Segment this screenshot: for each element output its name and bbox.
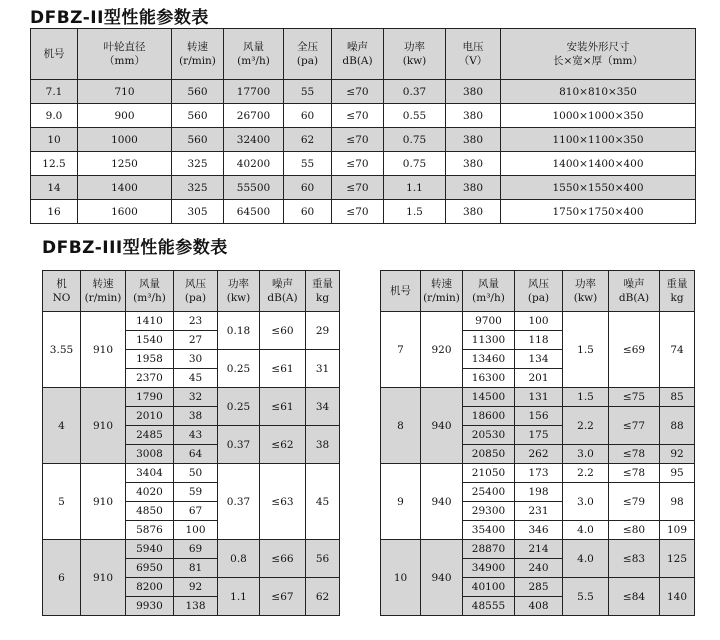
t2-header-flow: 风量 (m³/h) <box>126 271 174 312</box>
t1-cell-pressure: 60 <box>284 176 332 200</box>
t1-cell-flow: 55500 <box>224 176 284 200</box>
t1-header-diameter: 叶轮直径 （mm） <box>78 29 172 80</box>
t1-header-dimensions: 安装外形尺寸 长×宽×厚（mm） <box>501 29 696 80</box>
t3-header-noise: 噪声 dB(A) <box>609 271 660 312</box>
t1-cell-pressure: 60 <box>284 200 332 224</box>
t1-cell-noise: ≤70 <box>332 200 384 224</box>
t1-cell-flow: 26700 <box>224 104 284 128</box>
table-row <box>381 312 695 331</box>
t1-header-no: 机号 <box>31 29 78 80</box>
t2-cell-flow: 1958 <box>126 350 174 369</box>
t3-cell-noise: ≤77 <box>609 407 660 445</box>
t1-cell-pressure: 62 <box>284 128 332 152</box>
t2-cell-pressure: 100 <box>174 521 218 540</box>
t3-header-speed: 转速 (r/min) <box>421 271 463 312</box>
t3-cell-flow: 13460 <box>463 350 515 369</box>
t3-cell-no: 10 <box>381 540 421 616</box>
t3-cell-flow: 48555 <box>463 597 515 616</box>
t2-cell-power: 0.25 <box>218 350 260 388</box>
t2-cell-flow: 5876 <box>126 521 174 540</box>
t2-cell-flow: 2485 <box>126 426 174 445</box>
table-row <box>31 104 696 128</box>
t2-cell-pressure: 50 <box>174 464 218 483</box>
t2-header-no: 机 NO <box>43 271 81 312</box>
t3-cell-power: 3.0 <box>563 483 609 521</box>
t3-cell-power: 2.2 <box>563 464 609 483</box>
t2-header-noise: 噪声 dB(A) <box>260 271 306 312</box>
t3-cell-weight: 125 <box>660 540 695 578</box>
t1-cell-power: 0.37 <box>384 80 446 104</box>
t2-header-pressure: 风压 (pa) <box>174 271 218 312</box>
t3-cell-pressure: 175 <box>515 426 563 445</box>
t3-cell-flow: 14500 <box>463 388 515 407</box>
t1-cell-noise: ≤70 <box>332 176 384 200</box>
table-row <box>381 388 695 407</box>
t3-header-power: 功率 (kw) <box>563 271 609 312</box>
t3-cell-weight: 92 <box>660 445 695 464</box>
t3-cell-pressure: 262 <box>515 445 563 464</box>
t1-cell-diameter: 1400 <box>78 176 172 200</box>
t1-header-voltage: 电压 （V） <box>446 29 501 80</box>
t3-cell-pressure: 134 <box>515 350 563 369</box>
t1-cell-flow: 32400 <box>224 128 284 152</box>
t2-cell-pressure: 27 <box>174 331 218 350</box>
t3-cell-speed: 920 <box>421 312 463 388</box>
t2-header-power: 功率 (kw) <box>218 271 260 312</box>
t2-cell-no: 6 <box>43 540 81 616</box>
t3-cell-flow: 21050 <box>463 464 515 483</box>
t3-cell-no: 7 <box>381 312 421 388</box>
t3-cell-flow: 16300 <box>463 369 515 388</box>
t2-cell-weight: 29 <box>306 312 340 350</box>
t1-cell-dimensions: 1100×1100×350 <box>501 128 696 152</box>
t3-cell-flow: 18600 <box>463 407 515 426</box>
t1-cell-noise: ≤70 <box>332 104 384 128</box>
t2-cell-power: 0.37 <box>218 426 260 464</box>
t1-cell-voltage: 380 <box>446 200 501 224</box>
t2-cell-flow: 8200 <box>126 578 174 597</box>
t3-cell-power: 4.0 <box>563 540 609 578</box>
t2-cell-flow: 4850 <box>126 502 174 521</box>
t2-cell-power: 0.37 <box>218 464 260 540</box>
t3-cell-flow: 34900 <box>463 559 515 578</box>
t2-cell-pressure: 64 <box>174 445 218 464</box>
t3-cell-pressure: 173 <box>515 464 563 483</box>
t3-cell-noise: ≤78 <box>609 445 660 464</box>
t3-cell-pressure: 156 <box>515 407 563 426</box>
t2-cell-pressure: 23 <box>174 312 218 331</box>
t1-cell-no: 9.0 <box>31 104 78 128</box>
dfbz-iii-table-right <box>380 270 695 616</box>
table-row <box>381 464 695 483</box>
t2-cell-flow: 1410 <box>126 312 174 331</box>
t2-cell-pressure: 43 <box>174 426 218 445</box>
t3-cell-speed: 940 <box>421 540 463 616</box>
t2-cell-pressure: 92 <box>174 578 218 597</box>
t2-cell-weight: 62 <box>306 578 340 616</box>
t2-cell-flow: 5940 <box>126 540 174 559</box>
t2-cell-weight: 45 <box>306 464 340 540</box>
t1-cell-voltage: 380 <box>446 128 501 152</box>
t2-cell-power: 0.8 <box>218 540 260 578</box>
t1-cell-voltage: 380 <box>446 104 501 128</box>
t1-cell-dimensions: 1550×1550×400 <box>501 176 696 200</box>
t2-cell-noise: ≤67 <box>260 578 306 616</box>
t2-cell-pressure: 138 <box>174 597 218 616</box>
t2-cell-weight: 34 <box>306 388 340 426</box>
t1-cell-speed: 325 <box>172 176 224 200</box>
t3-cell-pressure: 408 <box>515 597 563 616</box>
t2-cell-no: 3.55 <box>43 312 81 388</box>
t3-cell-power: 3.0 <box>563 445 609 464</box>
t3-cell-no: 9 <box>381 464 421 540</box>
t1-header-pressure: 全压 (pa) <box>284 29 332 80</box>
t3-cell-flow: 28870 <box>463 540 515 559</box>
t2-cell-flow: 6950 <box>126 559 174 578</box>
t2-cell-flow: 2010 <box>126 407 174 426</box>
t1-cell-speed: 325 <box>172 152 224 176</box>
t1-cell-no: 7.1 <box>31 80 78 104</box>
t3-cell-speed: 940 <box>421 388 463 464</box>
t1-cell-diameter: 710 <box>78 80 172 104</box>
t1-cell-power: 1.5 <box>384 200 446 224</box>
t1-cell-power: 0.75 <box>384 128 446 152</box>
t2-cell-pressure: 45 <box>174 369 218 388</box>
t2-cell-power: 0.18 <box>218 312 260 350</box>
t2-cell-pressure: 59 <box>174 483 218 502</box>
table-row <box>31 176 696 200</box>
t2-cell-speed: 910 <box>81 540 126 616</box>
t1-cell-diameter: 1000 <box>78 128 172 152</box>
table-row <box>43 540 340 559</box>
table-row <box>43 312 340 331</box>
table-row <box>43 388 340 407</box>
t3-cell-pressure: 285 <box>515 578 563 597</box>
t2-cell-weight: 31 <box>306 350 340 388</box>
t2-cell-weight: 38 <box>306 426 340 464</box>
t3-cell-power: 2.2 <box>563 407 609 445</box>
t1-cell-speed: 560 <box>172 128 224 152</box>
t3-cell-noise: ≤80 <box>609 521 660 540</box>
t3-cell-pressure: 240 <box>515 559 563 578</box>
t1-cell-noise: ≤70 <box>332 80 384 104</box>
t2-cell-noise: ≤61 <box>260 350 306 388</box>
t3-cell-flow: 29300 <box>463 502 515 521</box>
t3-cell-power: 1.5 <box>563 388 609 407</box>
t3-cell-noise: ≤84 <box>609 578 660 616</box>
t2-cell-noise: ≤62 <box>260 426 306 464</box>
t2-cell-pressure: 38 <box>174 407 218 426</box>
table2-title: DFBZ-III型性能参数表 <box>42 238 228 258</box>
t3-cell-weight: 98 <box>660 483 695 521</box>
t3-cell-weight: 74 <box>660 312 695 388</box>
t2-cell-noise: ≤60 <box>260 312 306 350</box>
t3-cell-noise: ≤79 <box>609 483 660 521</box>
t3-cell-pressure: 100 <box>515 312 563 331</box>
dfbz-iii-table-left <box>42 270 340 616</box>
t1-cell-power: 0.55 <box>384 104 446 128</box>
t3-cell-noise: ≤78 <box>609 464 660 483</box>
t1-cell-diameter: 1600 <box>78 200 172 224</box>
t1-cell-voltage: 380 <box>446 176 501 200</box>
t1-cell-diameter: 1250 <box>78 152 172 176</box>
table-row <box>31 200 696 224</box>
t1-cell-speed: 560 <box>172 80 224 104</box>
t3-cell-no: 8 <box>381 388 421 464</box>
t2-cell-speed: 910 <box>81 464 126 540</box>
t1-cell-dimensions: 810×810×350 <box>501 80 696 104</box>
t3-cell-flow: 9700 <box>463 312 515 331</box>
t2-cell-pressure: 81 <box>174 559 218 578</box>
t3-cell-power: 5.5 <box>563 578 609 616</box>
t2-cell-pressure: 67 <box>174 502 218 521</box>
t2-cell-noise: ≤61 <box>260 388 306 426</box>
t2-cell-pressure: 30 <box>174 350 218 369</box>
t1-header-power: 功率 (kw) <box>384 29 446 80</box>
t2-cell-flow: 9930 <box>126 597 174 616</box>
t2-cell-flow: 3008 <box>126 445 174 464</box>
t2-cell-flow: 1790 <box>126 388 174 407</box>
t2-cell-flow: 4020 <box>126 483 174 502</box>
t2-cell-speed: 910 <box>81 388 126 464</box>
t3-cell-pressure: 201 <box>515 369 563 388</box>
t1-cell-flow: 64500 <box>224 200 284 224</box>
t2-cell-weight: 56 <box>306 540 340 578</box>
t1-cell-no: 16 <box>31 200 78 224</box>
t3-cell-pressure: 231 <box>515 502 563 521</box>
table-row <box>31 80 696 104</box>
t1-cell-no: 12.5 <box>31 152 78 176</box>
t3-cell-noise: ≤83 <box>609 540 660 578</box>
t3-cell-weight: 88 <box>660 407 695 445</box>
t2-cell-power: 1.1 <box>218 578 260 616</box>
t3-cell-power: 1.5 <box>563 312 609 388</box>
t1-cell-flow: 17700 <box>224 80 284 104</box>
t2-cell-pressure: 32 <box>174 388 218 407</box>
table1-title: DFBZ-II型性能参数表 <box>30 8 209 28</box>
t3-header-weight: 重量 kg <box>660 271 695 312</box>
t2-cell-no: 5 <box>43 464 81 540</box>
t1-cell-dimensions: 1000×1000×350 <box>501 104 696 128</box>
t2-cell-no: 4 <box>43 388 81 464</box>
table-row <box>43 464 340 483</box>
t1-cell-power: 0.75 <box>384 152 446 176</box>
table-row <box>381 540 695 559</box>
t3-header-no: 机号 <box>381 271 421 312</box>
t3-cell-weight: 95 <box>660 464 695 483</box>
dfbz-ii-table <box>30 28 696 224</box>
t3-cell-flow: 11300 <box>463 331 515 350</box>
t1-cell-diameter: 900 <box>78 104 172 128</box>
t3-header-flow: 风量 (m³/h) <box>463 271 515 312</box>
t3-cell-flow: 20850 <box>463 445 515 464</box>
t3-cell-power: 4.0 <box>563 521 609 540</box>
t3-cell-pressure: 214 <box>515 540 563 559</box>
t3-cell-noise: ≤75 <box>609 388 660 407</box>
t1-header-flow: 风量 (m³/h) <box>224 29 284 80</box>
t2-cell-noise: ≤66 <box>260 540 306 578</box>
table-row <box>31 152 696 176</box>
t3-cell-pressure: 131 <box>515 388 563 407</box>
t1-cell-no: 10 <box>31 128 78 152</box>
t3-header-pressure: 风压 (pa) <box>515 271 563 312</box>
t3-cell-pressure: 198 <box>515 483 563 502</box>
t2-header-weight: 重量 kg <box>306 271 340 312</box>
t3-cell-pressure: 118 <box>515 331 563 350</box>
table-row <box>31 128 696 152</box>
t3-cell-flow: 40100 <box>463 578 515 597</box>
t2-cell-power: 0.25 <box>218 388 260 426</box>
t1-cell-voltage: 380 <box>446 80 501 104</box>
t1-cell-no: 14 <box>31 176 78 200</box>
t1-cell-noise: ≤70 <box>332 128 384 152</box>
t3-cell-noise: ≤69 <box>609 312 660 388</box>
t2-cell-flow: 2370 <box>126 369 174 388</box>
t3-cell-flow: 20530 <box>463 426 515 445</box>
t2-cell-flow: 3404 <box>126 464 174 483</box>
t3-cell-weight: 85 <box>660 388 695 407</box>
t2-cell-noise: ≤63 <box>260 464 306 540</box>
t1-cell-pressure: 60 <box>284 104 332 128</box>
t2-cell-flow: 1540 <box>126 331 174 350</box>
t3-cell-weight: 109 <box>660 521 695 540</box>
t1-cell-dimensions: 1750×1750×400 <box>501 200 696 224</box>
t1-header-noise: 噪声 dB(A) <box>332 29 384 80</box>
t3-cell-flow: 25400 <box>463 483 515 502</box>
t1-cell-power: 1.1 <box>384 176 446 200</box>
t2-cell-pressure: 69 <box>174 540 218 559</box>
t1-cell-speed: 560 <box>172 104 224 128</box>
t1-cell-dimensions: 1400×1400×400 <box>501 152 696 176</box>
t3-cell-flow: 35400 <box>463 521 515 540</box>
t1-cell-voltage: 380 <box>446 152 501 176</box>
t3-cell-weight: 140 <box>660 578 695 616</box>
t2-cell-speed: 910 <box>81 312 126 388</box>
t1-cell-flow: 40200 <box>224 152 284 176</box>
t1-cell-pressure: 55 <box>284 80 332 104</box>
t1-cell-speed: 305 <box>172 200 224 224</box>
t3-cell-pressure: 346 <box>515 521 563 540</box>
t2-header-speed: 转速 (r/min) <box>81 271 126 312</box>
t1-cell-noise: ≤70 <box>332 152 384 176</box>
t3-cell-speed: 940 <box>421 464 463 540</box>
t1-header-speed: 转速 (r/min) <box>172 29 224 80</box>
t1-cell-pressure: 55 <box>284 152 332 176</box>
